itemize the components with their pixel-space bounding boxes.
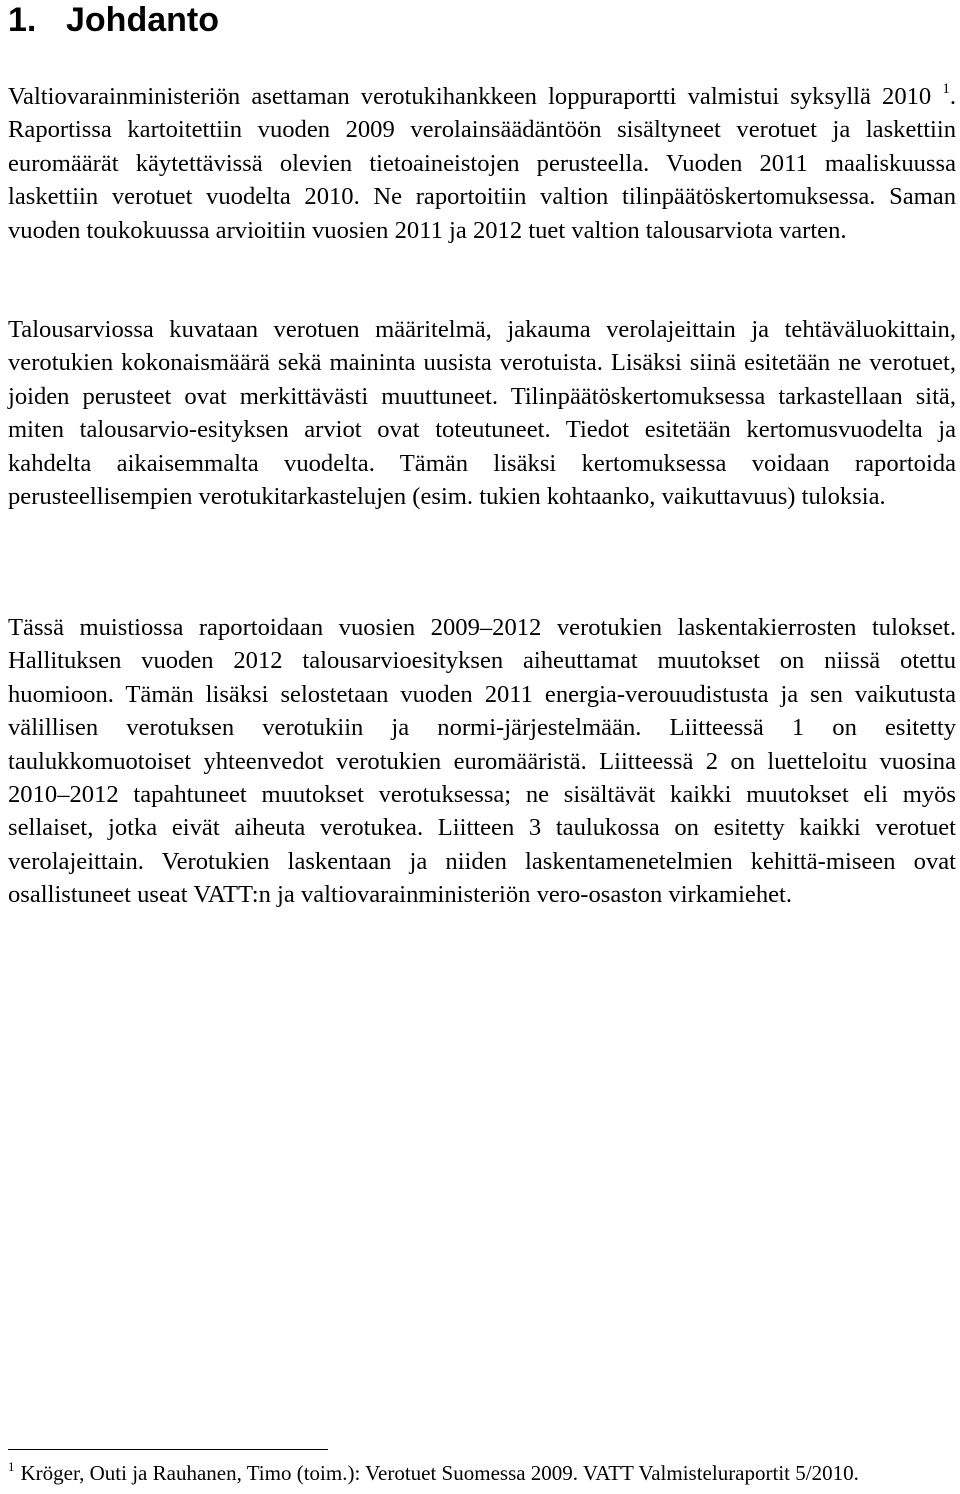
paragraph-2: Talousarviossa kuvataan verotuen määritelmä, jakauma verolajeittain ja tehtäväluokittain, verotukien kokonaismäärä sekä maininta uusista verotuista. Lisäksi siinä esitetään ne verotuet, joiden perusteet ovat merkittävästi muuttuneet. Tilinpäätöskertomuksessa tarkastellaan sitä, miten talousarvio-esityksen arviot ovat toteutuneet. Tiedot esitetään kertomusvuodelta ja kahdelta aikaisemmalta vuodelta. Tämän lisäksi kertomuksessa voidaan raportoida perusteellisempien verotukitarkastelujen (esim. tukien kohtaanko, vaikuttavuus) tuloksia. [8, 316, 956, 511]
paragraph-1-text-b: . Raportissa kartoitettiin vuoden 2009 verolainsäädäntöön sisältyneet verotuet ja laskettiin euromäärät käytettävissä olevien tietoaineistojen perusteella. Vuoden 2011 maaliskuussa laskettiin verotuet vuodelta 2010. Ne raportoitiin valtion tilinpäätöskertomuksessa. Saman vuoden toukokuussa arvioitiin vuosien 2011 ja 2012 tuet valtion talousarviota varten. [8, 83, 956, 244]
paragraph-3: Tässä muistiossa raportoidaan vuosien 2009–2012 verotukien laskentakierrosten tulokset. Hallituksen vuoden 2012 talousarvioesityksen aiheuttamat muutokset on niissä otettu huomioon. Tämän lisäksi selostetaan vuoden 2011 energia-verouudistusta ja sen vaikutusta välillisen verotuksen verotukiin ja normi-järjestelmään. Liitteessä 1 on esitetty taulukkomuotoiset yhteenvedot verotukien euromääristä. Liitteessä 2 on luetteloitu vuosina 2010–2012 tapahtuneet muutokset verotuksessa; ne sisältävät kaikki muutokset eli myös sellaiset, jotka eivät aiheuta verotukea. Liitteen 3 taulukossa on esitetty kaikki verotuet verolajeittain. Verotukien laskentaan ja niiden laskentamenetelmien kehittä-miseen ovat osallistuneet useat VATT:n ja valtiovarainministeriön vero-osaston virkamiehet. [8, 614, 956, 909]
footnote-reference: 1 [942, 80, 950, 97]
footnote-marker: 1 [8, 1459, 15, 1474]
section-heading [8, 0, 219, 40]
paragraph-1-text-a: Valtiovarainministeriön asettaman verotukihankkeen loppuraportti valmistui syksyllä 2010 [8, 83, 932, 110]
footnote-text: Kröger, Outi ja Rauhanen, Timo (toim.): Verotuet Suomessa 2009. VATT Valmisteluraportit 5/2010. [20, 1461, 859, 1485]
section-title: Johdanto [66, 1, 219, 39]
footnote [8, 1459, 958, 1487]
footnote-divider [8, 1449, 328, 1450]
section-number: 1. [8, 1, 37, 39]
paragraph-1 [8, 80, 956, 247]
